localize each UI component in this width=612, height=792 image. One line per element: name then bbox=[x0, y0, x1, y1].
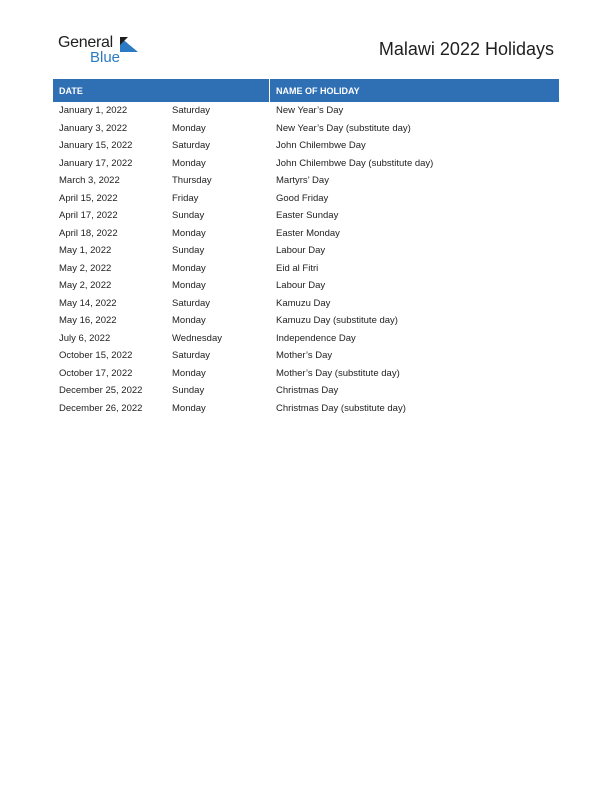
holiday-name-cell: Mother’s Day (substitute day) bbox=[276, 367, 400, 379]
holiday-name-cell: Kamuzu Day bbox=[276, 297, 331, 309]
weekday-cell: Monday bbox=[172, 280, 206, 291]
date-cell: May 2, 2022 bbox=[59, 280, 112, 291]
date-cell: December 25, 2022 bbox=[59, 385, 143, 396]
date-cell: January 15, 2022 bbox=[59, 140, 133, 151]
table-body bbox=[53, 102, 559, 417]
holiday-name-cell: Easter Sunday bbox=[276, 210, 339, 221]
logo-text-general: General bbox=[58, 34, 113, 51]
table-row bbox=[53, 225, 559, 243]
holiday-name-cell: Labour Day bbox=[276, 280, 326, 291]
holiday-name-cell: Christmas Day (substitute day) bbox=[276, 402, 406, 414]
weekday-cell: Thursday bbox=[172, 175, 212, 186]
holiday-name-cell: Martyrs’ Day bbox=[276, 175, 329, 186]
holiday-name-cell: Independence Day bbox=[276, 332, 356, 344]
logo-text-blue: Blue bbox=[90, 49, 121, 66]
table-row bbox=[53, 295, 559, 313]
weekday-cell: Monday bbox=[172, 157, 206, 169]
weekday-cell: Saturday bbox=[172, 297, 211, 309]
date-cell: April 17, 2022 bbox=[59, 210, 118, 221]
weekday-cell: Monday bbox=[172, 315, 206, 326]
weekday-cell: Monday bbox=[172, 402, 206, 414]
weekday-cell: Wednesday bbox=[172, 332, 222, 344]
weekday-cell: Monday bbox=[172, 227, 206, 239]
weekday-cell: Monday bbox=[172, 122, 206, 134]
date-cell: May 2, 2022 bbox=[59, 262, 112, 274]
logo-triangle-icon bbox=[120, 37, 138, 52]
weekday-cell: Friday bbox=[172, 192, 199, 204]
table-row bbox=[53, 102, 559, 120]
weekday-cell: Saturday bbox=[172, 105, 211, 116]
date-cell: April 18, 2022 bbox=[59, 227, 118, 239]
table-row bbox=[53, 277, 559, 295]
date-cell: May 16, 2022 bbox=[59, 315, 117, 326]
table-row bbox=[53, 382, 559, 400]
header-date: DATE bbox=[59, 86, 83, 96]
date-cell: May 1, 2022 bbox=[59, 245, 112, 256]
table-row bbox=[53, 137, 559, 155]
date-cell: October 17, 2022 bbox=[59, 367, 133, 379]
weekday-cell: Monday bbox=[172, 262, 206, 274]
table-header bbox=[53, 79, 559, 102]
holiday-name-cell: Labour Day bbox=[276, 245, 326, 256]
date-cell: January 1, 2022 bbox=[59, 105, 128, 116]
generalblue-logo bbox=[58, 34, 148, 68]
table-row bbox=[53, 120, 559, 138]
table-row bbox=[53, 312, 559, 330]
header-divider bbox=[269, 79, 270, 102]
date-cell: July 6, 2022 bbox=[59, 332, 111, 344]
weekday-cell: Sunday bbox=[172, 245, 205, 256]
holiday-name-cell: Eid al Fitri bbox=[276, 262, 319, 274]
holiday-name-cell: John Chilembwe Day bbox=[276, 140, 366, 151]
date-cell: December 26, 2022 bbox=[59, 402, 143, 414]
weekday-cell: Sunday bbox=[172, 385, 205, 396]
weekday-cell: Sunday bbox=[172, 210, 205, 221]
holiday-name-cell: New Year’s Day (substitute day) bbox=[276, 122, 411, 134]
holiday-name-cell: Kamuzu Day (substitute day) bbox=[276, 315, 398, 326]
table-row bbox=[53, 172, 559, 190]
holiday-name-cell: Mother’s Day bbox=[276, 350, 333, 361]
date-cell: April 15, 2022 bbox=[59, 192, 118, 204]
table-row bbox=[53, 242, 559, 260]
holiday-table bbox=[53, 79, 559, 417]
table-row bbox=[53, 365, 559, 383]
holiday-name-cell: John Chilembwe Day (substitute day) bbox=[276, 157, 434, 169]
holiday-name-cell: New Year’s Day bbox=[276, 105, 344, 116]
date-cell: January 3, 2022 bbox=[59, 122, 128, 134]
table-row bbox=[53, 347, 559, 365]
weekday-cell: Monday bbox=[172, 367, 206, 379]
date-cell: May 14, 2022 bbox=[59, 297, 117, 309]
holiday-name-cell: Christmas Day bbox=[276, 385, 339, 396]
page-title: Malawi 2022 Holidays bbox=[378, 39, 554, 59]
table-row bbox=[53, 190, 559, 208]
holiday-name-cell: Easter Monday bbox=[276, 227, 340, 239]
weekday-cell: Saturday bbox=[172, 140, 211, 151]
table-row bbox=[53, 400, 559, 418]
header-holiday-name: NAME OF HOLIDAY bbox=[276, 86, 360, 96]
date-cell: March 3, 2022 bbox=[59, 175, 120, 186]
weekday-cell: Saturday bbox=[172, 350, 211, 361]
date-cell: October 15, 2022 bbox=[59, 350, 133, 361]
table-row bbox=[53, 155, 559, 173]
table-row bbox=[53, 207, 559, 225]
holiday-name-cell: Good Friday bbox=[276, 192, 329, 204]
table-row bbox=[53, 260, 559, 278]
table-row bbox=[53, 330, 559, 348]
date-cell: January 17, 2022 bbox=[59, 157, 133, 169]
